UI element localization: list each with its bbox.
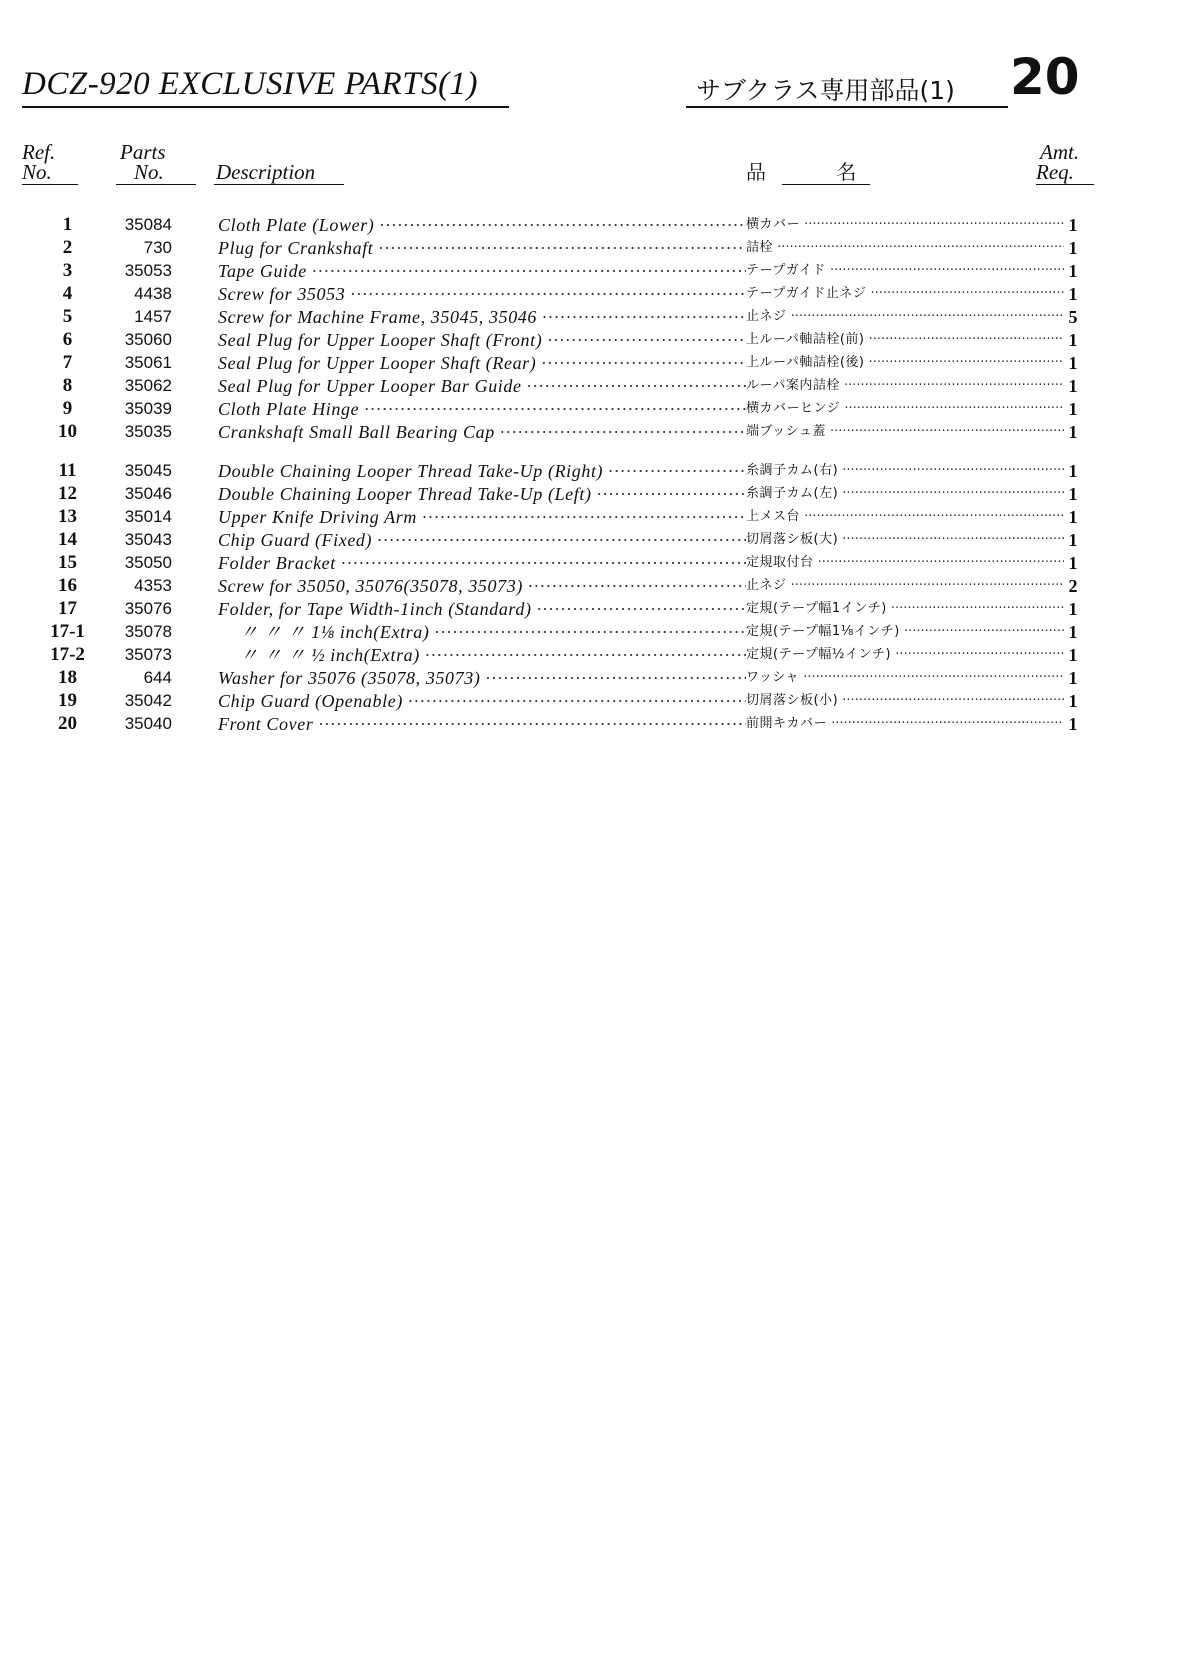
amt-req: 1 [1068,284,1078,304]
table-row [0,598,1186,620]
description: Tape Guide ····· [218,260,746,282]
part-no: 644 [143,668,172,687]
part-no: 35042 [124,691,172,710]
table-row [0,260,1186,282]
ref-no: 15 [58,552,77,573]
part-no: 730 [143,238,172,257]
ref-no: 3 [62,260,73,281]
ref-no: 9 [62,398,73,419]
amt-req: 1 [1068,353,1078,373]
description: 〃 〃 〃 1⅛ inch(Extra) ····· [218,621,746,643]
part-no: 35061 [124,353,172,372]
amt-req: 1 [1068,215,1078,235]
table-row [0,329,1186,351]
amt-req: 1 [1068,484,1078,504]
name-ja: 止ネジ ····· [746,575,1064,597]
ref-no: 4 [62,283,73,304]
header-name-ja: 品 名 [746,160,857,184]
description: Screw for 35053 ····· [218,283,746,305]
part-no: 35046 [124,484,172,503]
description: Upper Knife Driving Arm ····· [218,506,746,528]
amt-req: 1 [1068,599,1078,619]
table-row [0,283,1186,305]
table-row [0,460,1186,482]
description: Seal Plug for Upper Looper Bar Guide ····· [218,375,746,397]
description: Crankshaft Small Ball Bearing Cap ····· [218,421,746,443]
description: Chip Guard (Openable) ····· [218,690,746,712]
name-ja: 糸調子カム(左) ····· [746,483,1064,505]
page-title-ja: サブクラス専用部品(1) [696,76,955,105]
part-no: 35073 [124,645,172,664]
description: Double Chaining Looper Thread Take-Up (Right) ····· [218,460,746,482]
amt-req: 1 [1068,376,1078,396]
table-row [0,483,1186,505]
header-amt-label: Amt. [1040,140,1080,164]
part-no: 35076 [124,599,172,618]
amt-req: 1 [1068,261,1078,281]
name-ja: 上ルーパ軸詰栓(後) ····· [746,352,1064,374]
amt-req: 2 [1068,576,1078,596]
table-row [0,398,1186,420]
ref-no: 17-1 [50,621,85,642]
description: Front Cover ····· [218,713,746,735]
header-amt-req [1036,140,1080,184]
header-ref-no-label: No. [22,160,52,184]
part-no: 1457 [134,307,172,326]
part-no: 35084 [124,215,172,234]
amt-req: 1 [1068,622,1078,642]
table-row [0,575,1186,597]
name-ja: 上ルーパ軸詰栓(前) ····· [746,329,1064,351]
amt-req: 1 [1068,399,1078,419]
amt-req: 1 [1068,330,1078,350]
name-ja: 詰栓 ····· [746,237,1064,259]
header-ref-label: Ref. [22,140,56,164]
description: Seal Plug for Upper Looper Shaft (Rear) ····· [218,352,746,374]
header-description-underline [214,184,344,185]
page-title-en: DCZ-920 EXCLUSIVE PARTS(1) [22,66,479,102]
table-row [0,529,1186,551]
ref-no: 14 [58,529,77,550]
ref-no: 17 [58,598,77,619]
ref-no: 10 [58,421,77,442]
name-ja: 定規(テープ幅1インチ) ····· [746,598,1064,620]
table-row [0,690,1186,712]
amt-req: 1 [1068,507,1078,527]
header-ref-underline [22,184,78,185]
amt-req: 5 [1068,307,1078,327]
ref-no: 17-2 [50,644,85,665]
name-ja: 横カバー ····· [746,214,1064,236]
table-row [0,214,1186,236]
table-row [0,352,1186,374]
description: Cloth Plate Hinge ····· [218,398,746,420]
table-row [0,421,1186,443]
ref-no: 13 [58,506,77,527]
amt-req: 1 [1068,530,1078,550]
description: Folder Bracket ····· [218,552,746,574]
header-ref-no [22,142,55,182]
description: Cloth Plate (Lower) ····· [218,214,746,236]
name-ja: 定規(テープ幅½インチ) ····· [746,644,1064,666]
part-no: 35053 [124,261,172,280]
amt-req: 1 [1068,645,1078,665]
amt-req: 1 [1068,461,1078,481]
ref-no: 12 [58,483,77,504]
name-ja: ワッシャ ····· [746,667,1064,689]
header-parts-label: Parts [120,140,166,164]
part-no: 35039 [124,399,172,418]
part-no: 35014 [124,507,172,526]
ref-no: 5 [62,306,73,327]
description: Screw for Machine Frame, 35045, 35046 ····· [218,306,746,328]
ref-no: 20 [58,713,77,734]
part-no: 4438 [134,284,172,303]
description: Washer for 35076 (35078, 35073) ····· [218,667,746,689]
header-req-label: Req. [1036,160,1074,184]
name-ja: 上メス台 ····· [746,506,1064,528]
part-no: 35078 [124,622,172,641]
table-row [0,621,1186,643]
part-no: 4353 [134,576,172,595]
page-title-en-underline [22,106,509,108]
part-no: 35040 [124,714,172,733]
ref-no: 19 [58,690,77,711]
description: Screw for 35050, 35076(35078, 35073) ····· [218,575,746,597]
name-ja: 切屑落シ板(大) ····· [746,529,1064,551]
part-no: 35062 [124,376,172,395]
amt-req: 1 [1068,422,1078,442]
ref-no: 11 [58,460,77,481]
table-row [0,506,1186,528]
description: Plug for Crankshaft ····· [218,237,746,259]
amt-req: 1 [1068,691,1078,711]
header-amt-underline [1036,184,1094,185]
ref-no: 1 [62,214,73,235]
name-ja: 前開キカバー ····· [746,713,1064,735]
header-parts-underline [116,184,196,185]
name-ja: テープガイド ····· [746,260,1064,282]
page-title-ja-underline [686,106,1008,108]
table-row [0,237,1186,259]
name-ja: 定規(テープ幅1⅛インチ) ····· [746,621,1064,643]
description: 〃 〃 〃 ½ inch(Extra) ····· [218,644,746,666]
page-number: 20 [1010,48,1080,106]
name-ja: 糸調子カム(右) ····· [746,460,1064,482]
description: Double Chaining Looper Thread Take-Up (Left) ····· [218,483,746,505]
name-ja: ルーパ案内詰栓 ····· [746,375,1064,397]
description: Folder, for Tape Width-1inch (Standard) ····· [218,598,746,620]
header-description: Description [216,160,316,184]
amt-req: 1 [1068,668,1078,688]
amt-req: 1 [1068,238,1078,258]
amt-req: 1 [1068,714,1078,734]
name-ja: 横カバーヒンジ ····· [746,398,1064,420]
description: Seal Plug for Upper Looper Shaft (Front) ····· [218,329,746,351]
table-row [0,306,1186,328]
table-row [0,375,1186,397]
header-parts-no [120,142,166,182]
part-no: 35045 [124,461,172,480]
table-row [0,644,1186,666]
name-ja: 切屑落シ板(小) ····· [746,690,1064,712]
description: Chip Guard (Fixed) ····· [218,529,746,551]
table-row [0,713,1186,735]
part-no: 35035 [124,422,172,441]
ref-no: 2 [62,237,73,258]
ref-no: 16 [58,575,77,596]
ref-no: 18 [58,667,77,688]
ref-no: 8 [62,375,73,396]
table-row [0,667,1186,689]
ref-no: 7 [62,352,73,373]
name-ja: テープガイド止ネジ ····· [746,283,1064,305]
part-no: 35050 [124,553,172,572]
amt-req: 1 [1068,553,1078,573]
name-ja: 止ネジ ····· [746,306,1064,328]
part-no: 35043 [124,530,172,549]
table-row [0,552,1186,574]
part-no: 35060 [124,330,172,349]
name-ja: 定規取付台 ····· [746,552,1064,574]
ref-no: 6 [62,329,73,350]
name-ja: 端ブッシュ蓋 ····· [746,421,1064,443]
header-name-ja-underline [782,184,870,185]
header-parts-no-label: No. [134,160,164,184]
